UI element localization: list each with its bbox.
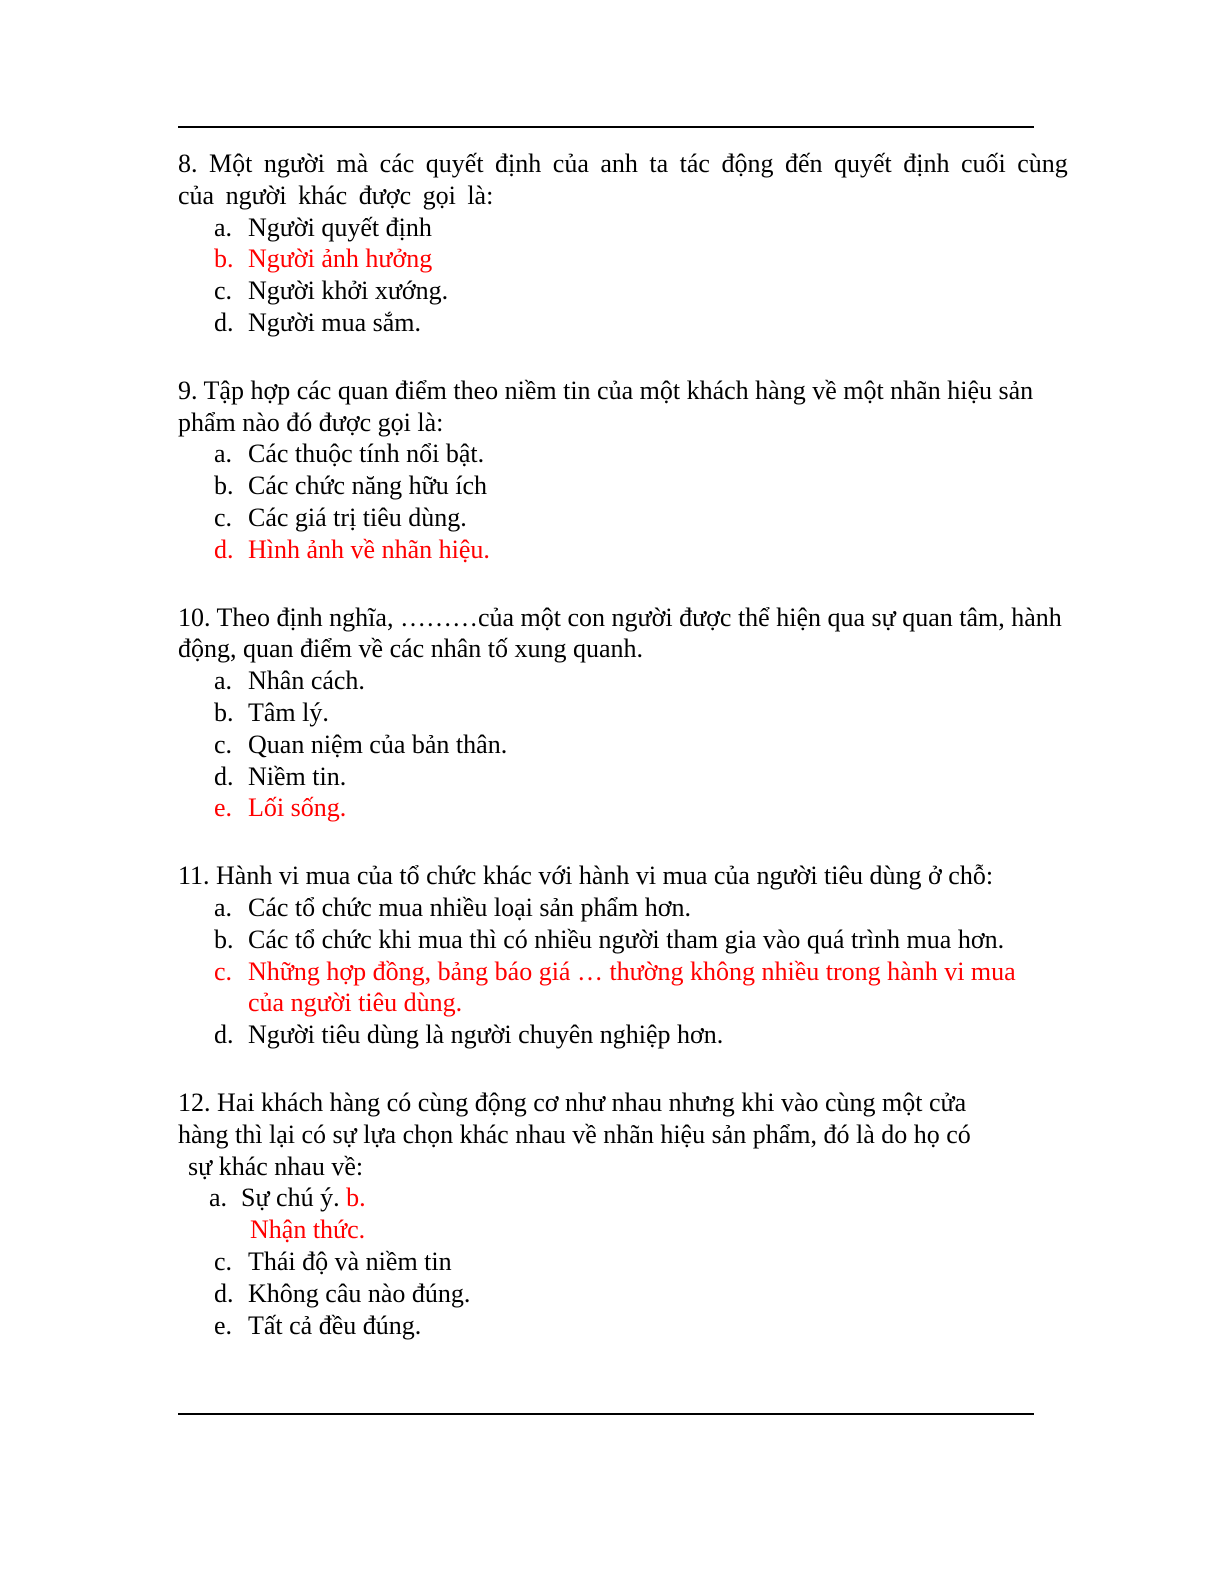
option-d <box>178 761 1068 793</box>
option-b <box>178 470 1068 502</box>
question-9 <box>178 375 1068 566</box>
option-list <box>178 438 1068 565</box>
option-letter: a. <box>214 666 233 696</box>
question-12 <box>178 1087 1068 1341</box>
option-a <box>178 212 1068 244</box>
option-e-correct <box>178 792 1068 824</box>
option-text: Tất cả đều đúng. <box>248 1310 422 1340</box>
option-list <box>178 892 1068 1051</box>
option-text: Các thuộc tính nổi bật. <box>248 439 485 469</box>
option-text: Lối sống. <box>248 793 347 823</box>
option-list <box>178 665 1068 824</box>
option-text: Các tổ chức mua nhiều loại sản phẩm hơn. <box>248 892 692 922</box>
option-c <box>178 1246 1068 1278</box>
option-letter: b. <box>214 924 234 954</box>
option-letter: b. <box>214 471 234 501</box>
question-10 <box>178 602 1068 825</box>
option-b <box>178 697 1068 729</box>
option-c <box>178 275 1068 307</box>
option-text: Các tổ chức khi mua thì có nhiều người tham gia vào quá trình mua hơn. <box>248 924 1005 954</box>
option-letter: a. <box>214 212 233 242</box>
option-text: Quan niệm của bản thân. <box>248 729 508 759</box>
option-letter: c. <box>214 502 233 532</box>
option-letter: c. <box>214 956 233 986</box>
option-letter: b. <box>214 244 234 274</box>
option-text: Người khởi xướng. <box>248 276 449 306</box>
option-e <box>178 1310 1068 1342</box>
option-c <box>178 502 1068 534</box>
question-text: 9. Tập hợp các quan điểm theo niềm tin của một khách hàng về một nhãn hiệu sản phẩm nào đó được gọi là: <box>178 375 1034 437</box>
option-a <box>178 665 1068 697</box>
option-letter: d. <box>214 761 234 791</box>
option-letter: c. <box>214 1246 233 1276</box>
option-text: Tâm lý. <box>248 697 329 727</box>
option-a-b-combined <box>178 1182 1068 1246</box>
option-text: Các giá trị tiêu dùng. <box>248 502 467 532</box>
option-b-correct <box>178 243 1068 275</box>
option-letter: d. <box>214 534 234 564</box>
option-text: Thái độ và niềm tin <box>248 1246 452 1276</box>
question-text: 8. Một người mà các quyết định của anh ta tác động đến quyết định cuối cùng của người khác được gọi là: <box>178 149 1068 210</box>
option-b <box>178 924 1068 956</box>
option-letter: d. <box>214 307 234 337</box>
question-text-line: sự khác nhau về: <box>188 1151 364 1181</box>
header-rule <box>178 126 1034 128</box>
option-text: Hình ảnh về nhãn hiệu. <box>248 534 490 564</box>
option-b-text-correct: Nhận thức. <box>250 1215 366 1245</box>
footer-rule <box>178 1413 1034 1415</box>
option-d-correct <box>178 534 1068 566</box>
option-letter: e. <box>214 1310 233 1340</box>
option-a <box>178 438 1068 470</box>
option-text: Không câu nào đúng. <box>248 1278 471 1308</box>
option-a <box>178 892 1068 924</box>
option-text: Nhân cách. <box>248 666 365 696</box>
option-list <box>178 1182 1068 1341</box>
option-d <box>178 1278 1068 1310</box>
question-text-line: 12. Hai khách hàng có cùng động cơ như nhau nhưng khi vào cùng một cửa <box>178 1087 967 1117</box>
option-letter: d. <box>214 1278 234 1308</box>
option-c-correct <box>178 956 1068 1020</box>
option-text: Người ảnh hưởng <box>248 244 433 274</box>
question-text-line: hàng thì lại có sự lựa chọn khác nhau về nhãn hiệu sản phẩm, đó là do họ có <box>178 1119 971 1149</box>
option-letter: a. <box>214 439 233 469</box>
option-letter: d. <box>214 1020 234 1050</box>
option-text: Niềm tin. <box>248 761 347 791</box>
option-text: Những hợp đồng, bảng báo giá … thường không nhiều trong hành vi mua của người tiêu dùng. <box>248 956 1016 1018</box>
document-body <box>178 148 1068 1377</box>
question-8 <box>178 148 1068 339</box>
option-d <box>178 1019 1068 1051</box>
question-text: 10. Theo định nghĩa, ………của một con người được thể hiện qua sự quan tâm, hành động, quan điểm về các nhân tố xung quanh. <box>178 602 1062 664</box>
option-text: Sự chú ý. <box>241 1183 340 1213</box>
question-11 <box>178 860 1068 1051</box>
option-text: Người quyết định <box>248 212 432 242</box>
option-letter: c. <box>214 276 233 306</box>
option-b-letter-correct: b. <box>346 1183 366 1213</box>
question-text: 11. Hành vi mua của tổ chức khác với hành vi mua của người tiêu dùng ở chỗ: <box>178 861 994 891</box>
option-text: Người tiêu dùng là người chuyên nghiệp hơn. <box>248 1020 724 1050</box>
option-text: Người mua sắm. <box>248 307 421 337</box>
option-list <box>178 212 1068 339</box>
option-letter: e. <box>214 793 233 823</box>
option-letter: c. <box>214 729 233 759</box>
option-text: Các chức năng hữu ích <box>248 471 487 501</box>
option-letter: a. <box>214 892 233 922</box>
option-d <box>178 307 1068 339</box>
option-letter: b. <box>214 697 234 727</box>
option-c <box>178 729 1068 761</box>
option-letter: a. <box>209 1183 228 1213</box>
question-text <box>178 1087 1068 1182</box>
